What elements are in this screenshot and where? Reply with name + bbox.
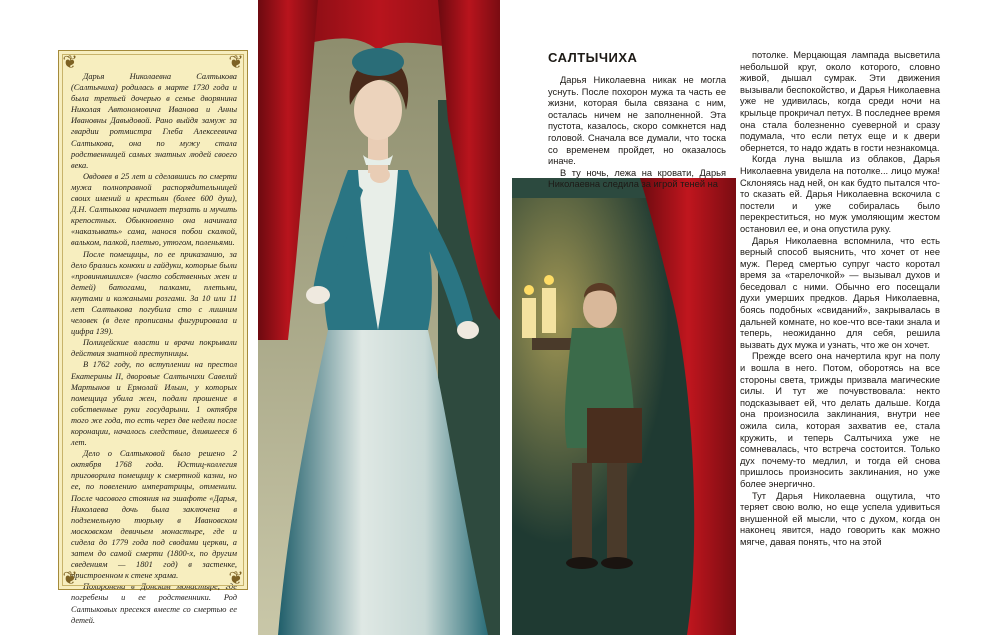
story-column-2 (740, 50, 940, 635)
sidebar-paragraph: После помещицы, по ее приказанию, за дело брались конюхи и гайдуки, которые были «провинившихся» (часто собственных жен и детей) батогами, палками, плетьми, кнутами и кожаными розгами. За 10 или 11 лет Салтыкова погубила сто с лишним человек (в деле прописаны фигурировала и цифра 139). (71, 249, 237, 337)
story-paragraph: Прежде всего она начертила круг на полу и вошла в него. Потом, оборотясь на все стороны света, трижды призвала магические силы. И тут же почувствовала: некто подсказывает ей, что делать дальше. Когда она произносила заклинания, внутри нее ожила сила, которая захватив ее, стала кружить, и теперь Салтычиха уже не сомневалась, что встреча состоится. Только дух почему-то медлил, и тогда ей снова пришлось произносить заклинания, но уже более энергично. (740, 351, 940, 489)
sidebar-paragraph: Похоронена в Донском монастыре, где погребены и ее родственники. Род Салтыковых пресекся вместе со смертью ее детей. (71, 582, 237, 625)
sidebar-paragraph: Дарья Николаевна Салтыкова (Салтычиха) родилась в марте 1730 года и была третьей дочерью в семье дворянина Николая Автономовича Иванова и Анны Ивановны Давыдовой. Рано выйдя замуж за гвардии ротмистра Глеба Алексеевича Салтыкова, она по мужу стала родственницей самых знатных людей своего века. (71, 72, 237, 170)
story-title: САЛТЫЧИХА (548, 50, 638, 65)
story-paragraph: потолке. Мерцающая лампада высветила небольшой круг, около которого, словно живой, дышал сумрак. Эти движения вызывали беспокойство, и Дарья Николаевна уже не удивилась, когда среди ночи на крыльце прокричал петух. В последнее время она стала болезненно суеверной и сразу подумала, что если петух еще и к двери обернется, то надо ждать в гости незнакомца. (740, 50, 940, 153)
sidebar-paragraph: Овдовев в 25 лет и сделавшись по смерти мужа полноправной распорядительницей своих имений и крестьян (более 600 душ), Д.Н. Салтыкова начинает терзать и мучить крепостных. Обыкновенно она начинала «наказывать» сама, нанося побои скалкой, вальком, палкой, плетью, утюгом, поленьями. (71, 171, 237, 248)
story-column-1 (548, 50, 726, 191)
ornament-corner-icon: ❦ (228, 568, 244, 588)
story-paragraph: Когда луна вышла из облаков, Дарья Николаевна увидела на потолке... лицо мужа! Склоняясь над ней, он как будто пытался что-то сказать ей. Дарья Николаевна вскочила с постели и уже собиралась было перекреститься, но муж умоляющим жестом остановил ее, и она опустила руку. (740, 154, 940, 234)
story-paragraph: В ту ночь, лежа на кровати, Дарья Николаевна следила за игрой теней на (548, 167, 726, 190)
ornament-corner-icon: ❦ (62, 568, 78, 588)
ornament-corner-icon: ❦ (62, 52, 78, 72)
saltychikha-portrait-illustration (258, 0, 500, 635)
story-paragraph: Тут Дарья Николаевна ощутила, что теряет свою волю, но еще успела удивиться внушенной ей мысли, что с духом, когда он наконец явится, надо говорить как можно мягче, давая понять, что на этой (740, 490, 940, 547)
biography-sidebar (58, 50, 248, 625)
story-paragraph: Дарья Николаевна вспомнила, что есть верный способ выяснить, что хочет от нее муж. Перед смертью супруг часто коротал время за «тарелочкой» — вызывал духов и беседовал с ними. Обычно его посещали духи умерших предков. Дарья Николаевна, боясь подобных «свиданий», закрывалась в дальней комнате, но кое-что все-таки знала и теперь, неожиданно для себя, решила вызвать дух мужа и узнать, что же он хочет. (740, 235, 940, 350)
sidebar-paragraph: Полицейские власти и врачи покрывали действия знатной преступницы. (71, 338, 237, 359)
sidebar-paragraph: В 1762 году, по вступлении на престол Екатерины II, дворовые Салтычихи Савелий Мартынов и Ермолай Ильин, у которых помещица убила жен, подали прошение в собственные руки государыни. 1 октября того же года, то есть через две недели после коронации, началось следствие, длившееся 6 лет. (71, 360, 237, 448)
sidebar-paragraph: Дело о Салтыковой было решено 2 октября 1768 года. Юстиц-коллегия приговорила помещицу к смертной казни, но ее, по повелению императрицы, отменили. После часового стояния на эшафоте «Дарья, Николаева дочь была заключена в подземельную тюрьму в Ивановском московском девичьем монастыре, где и сидела до 1779 года под сводами церкви, а затем до самой смерти (1800-х, по другим сведениям — 1801 год) в застенке, пристроенном к стене храма. (71, 449, 237, 581)
story-paragraph: Дарья Николаевна никак не могла уснуть. После похорон мужа та часть ее жизни, которая была связана с ним, осталась ничем не заполненной. Эта пустота, казалось, скоро сомкнется над головой. Сначала все думали, что тоска со временем пройдет, но оказалось иначе. (548, 75, 726, 167)
ornament-corner-icon: ❦ (228, 52, 244, 72)
husband-ghost-illustration (512, 178, 736, 635)
